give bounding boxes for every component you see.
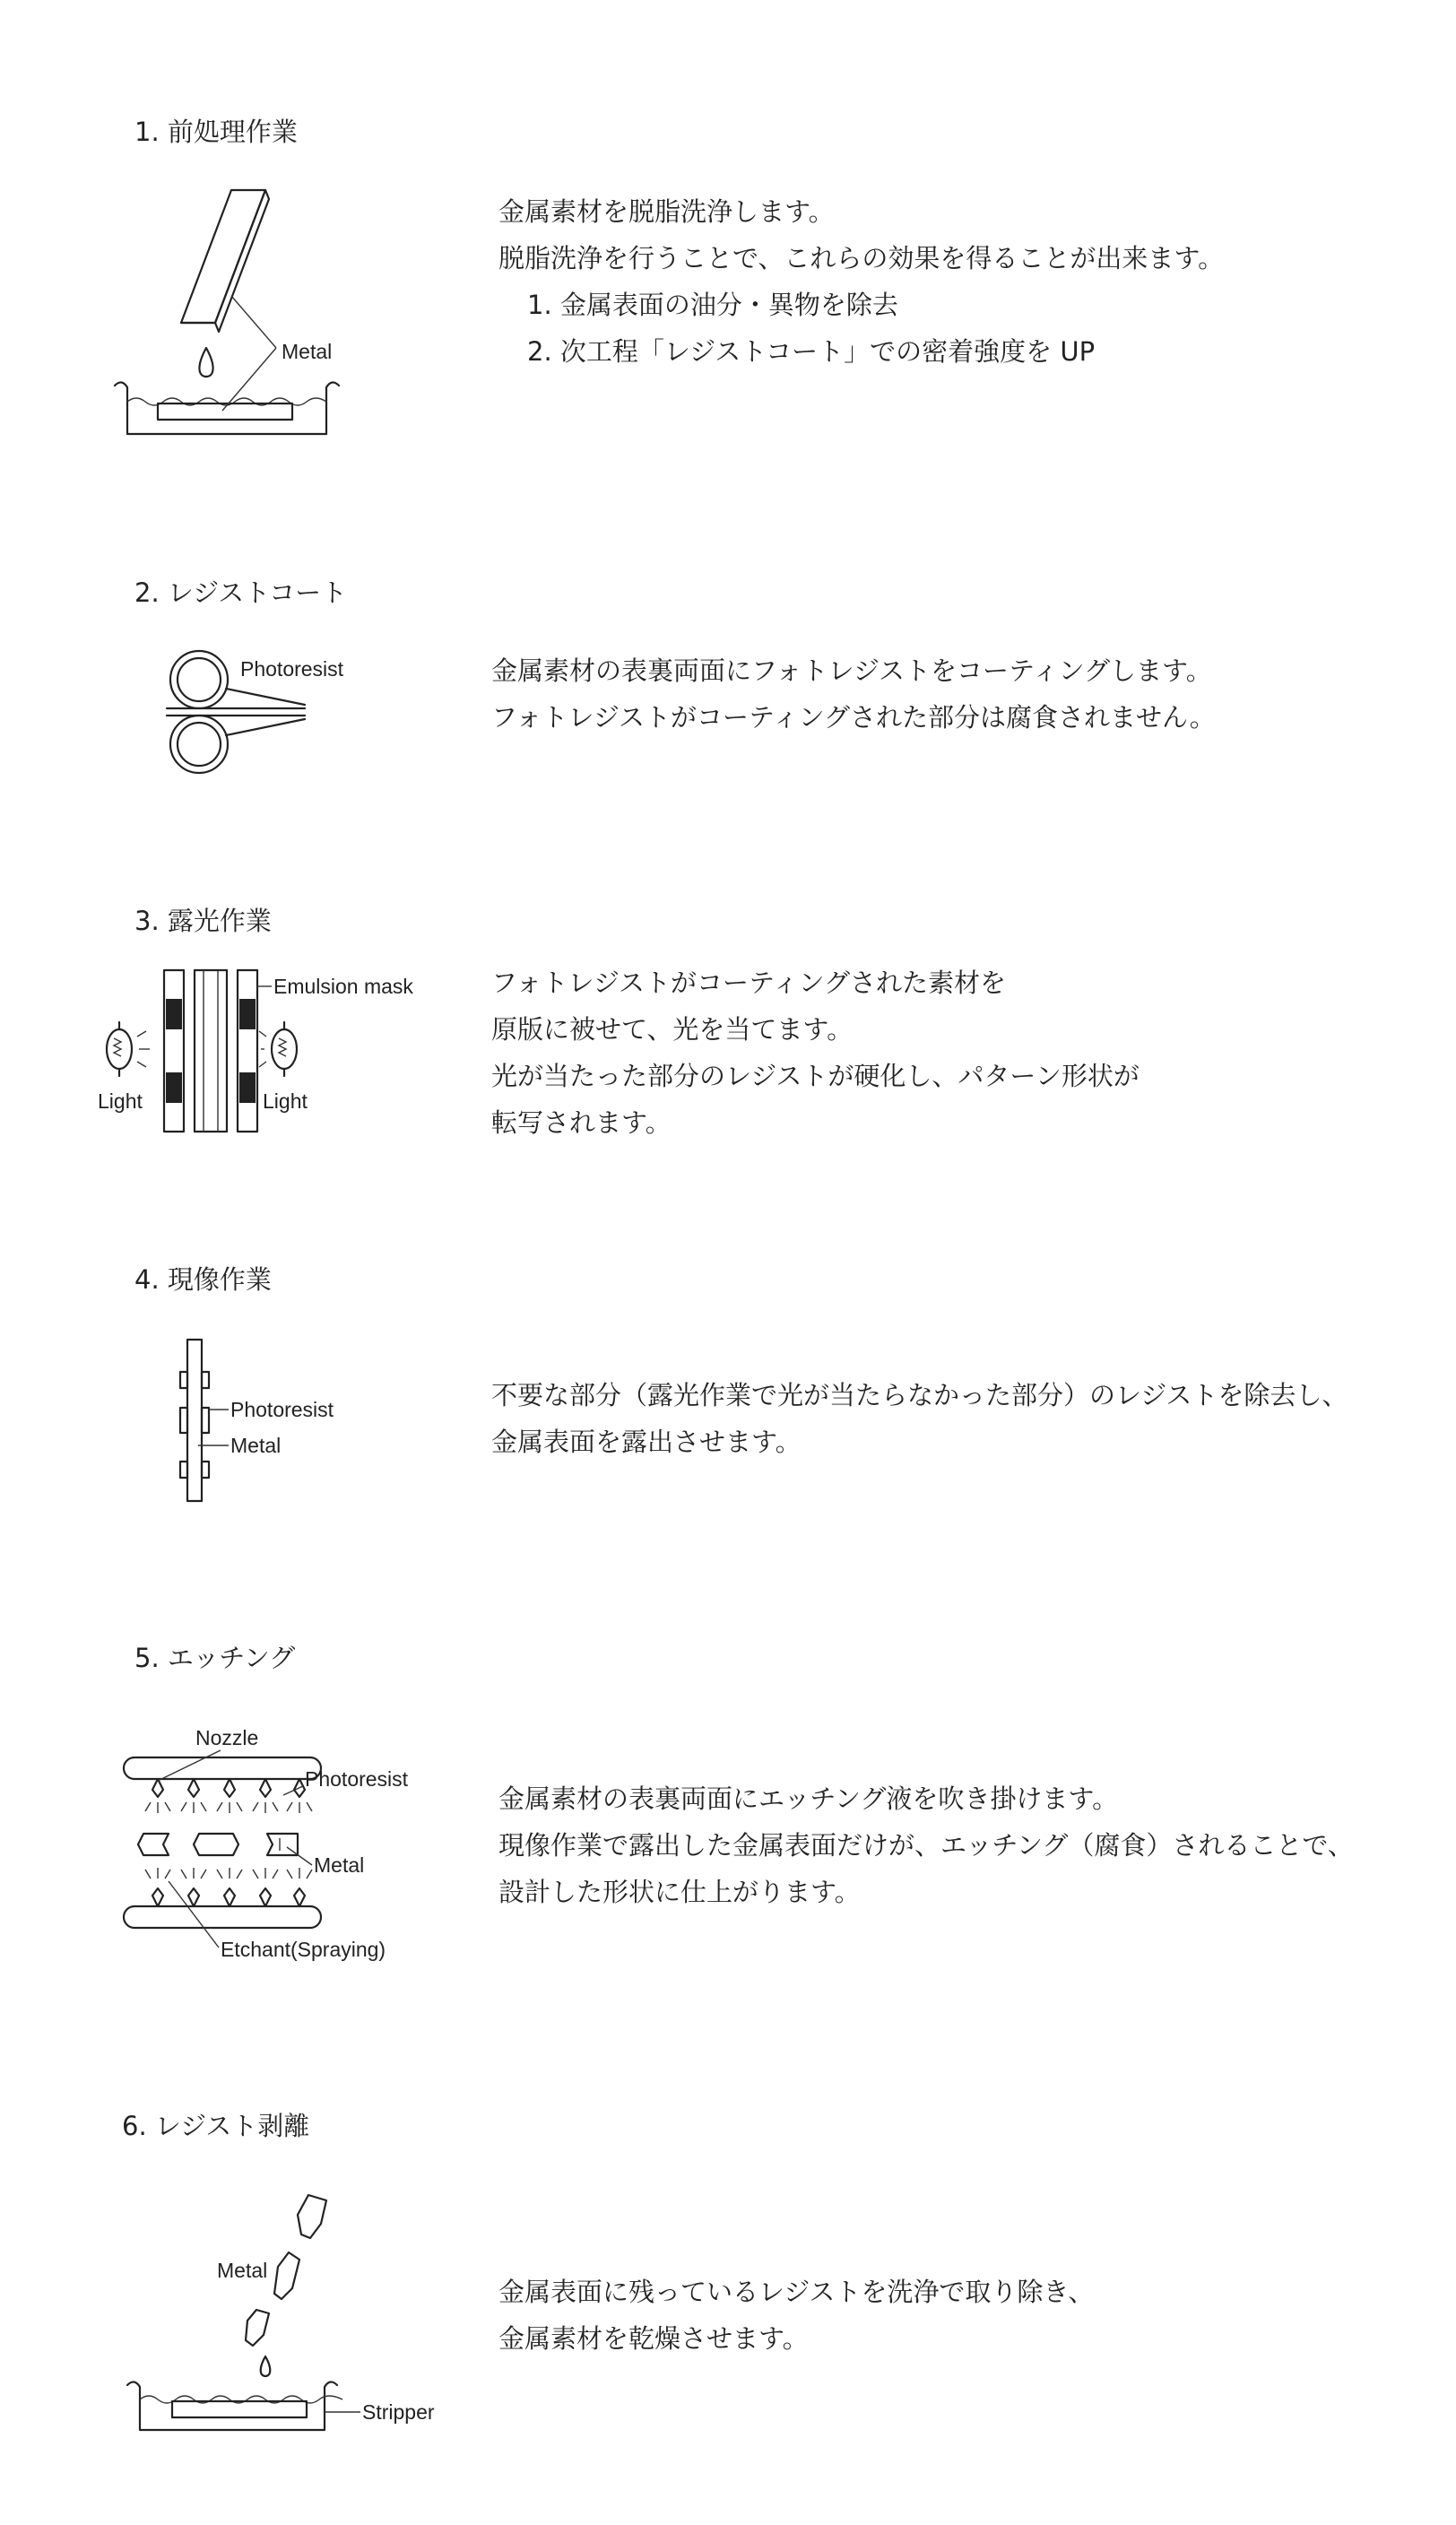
text-line: 設計した形状に仕上がります。: [498, 1877, 861, 1907]
step-4-title: 4. 現像作業: [134, 1264, 272, 1295]
etching-illustration: [115, 1713, 438, 1973]
metal-label: Metal: [314, 1853, 365, 1877]
light-label-right: Light: [263, 1089, 308, 1113]
resist-coat-illustration: [152, 646, 386, 780]
step-2-title: 2. レジストコート: [134, 577, 348, 608]
step-4-description: [491, 1372, 1348, 1465]
text-line: 金属素材を脱脂洗浄します。: [498, 196, 835, 227]
step-1-title: 1. 前処理作業: [134, 117, 298, 147]
photoresist-label: Photoresist: [240, 657, 344, 681]
text-line: 原版に被せて、光を当てます。: [491, 1014, 854, 1045]
text-line: フォトレジストがコーティングされた素材を: [491, 967, 1007, 998]
emulsion-mask-label: Emulsion mask: [273, 975, 413, 998]
step-6-title: 6. レジスト剥離: [122, 2111, 310, 2141]
text-line: 転写されます。: [491, 1107, 672, 1138]
photoresist-label: Photoresist: [230, 1398, 334, 1421]
text-line: 金属素材の表裏両面にフォトレジストをコーティングします。: [491, 655, 1212, 686]
resist-stripping-illustration: [122, 2188, 481, 2439]
text-line: 不要な部分（露光作業で光が当たらなかった部分）のレジストを除去し、: [491, 1380, 1348, 1410]
text-line: 光が当たった部分のレジストが硬化し、パターン形状が: [491, 1061, 1140, 1091]
step-5-description: [498, 1775, 1354, 1915]
degreasing-illustration: [106, 179, 348, 448]
step-6-description: [498, 2269, 1094, 2362]
metal-label: Metal: [282, 340, 333, 363]
text-line: 金属表面に残っているレジストを洗浄で取り除き、: [498, 2277, 1095, 2307]
stripper-label: Stripper: [362, 2400, 435, 2424]
step-3-description: [491, 959, 1140, 1146]
text-line: 現像作業で露出した金属表面だけが、エッチング（腐食）されることで、: [498, 1830, 1354, 1861]
development-illustration: [175, 1336, 390, 1506]
text-line: 脱脂洗浄を行うことで、これらの効果を得ることが出来ます。: [498, 243, 1225, 273]
photoresist-label: Photoresist: [305, 1767, 409, 1791]
text-line: 金属素材の表裏両面にエッチング液を吹き掛けます。: [498, 1783, 1119, 1814]
step-2-description: [491, 647, 1216, 741]
etchant-label: Etchant(Spraying): [221, 1938, 386, 1961]
exposure-illustration: [94, 967, 417, 1146]
list-item: 2. 次工程「レジストコート」での密着強度を UP: [527, 336, 1096, 367]
list-item: 1. 金属表面の油分・異物を除去: [527, 290, 898, 320]
metal-label: Metal: [217, 2259, 268, 2282]
text-line: 金属表面を露出させます。: [491, 1427, 802, 1457]
light-label-left: Light: [98, 1089, 143, 1113]
nozzle-label: Nozzle: [195, 1726, 259, 1749]
metal-label: Metal: [230, 1434, 282, 1457]
text-line: フォトレジストがコーティングされた部分は腐食されません。: [491, 702, 1216, 733]
text-line: 金属素材を乾燥させます。: [498, 2323, 809, 2354]
step-1-description: [498, 188, 1224, 375]
step-3-title: 3. 露光作業: [134, 906, 272, 936]
step-5-title: 5. エッチング: [134, 1643, 296, 1673]
